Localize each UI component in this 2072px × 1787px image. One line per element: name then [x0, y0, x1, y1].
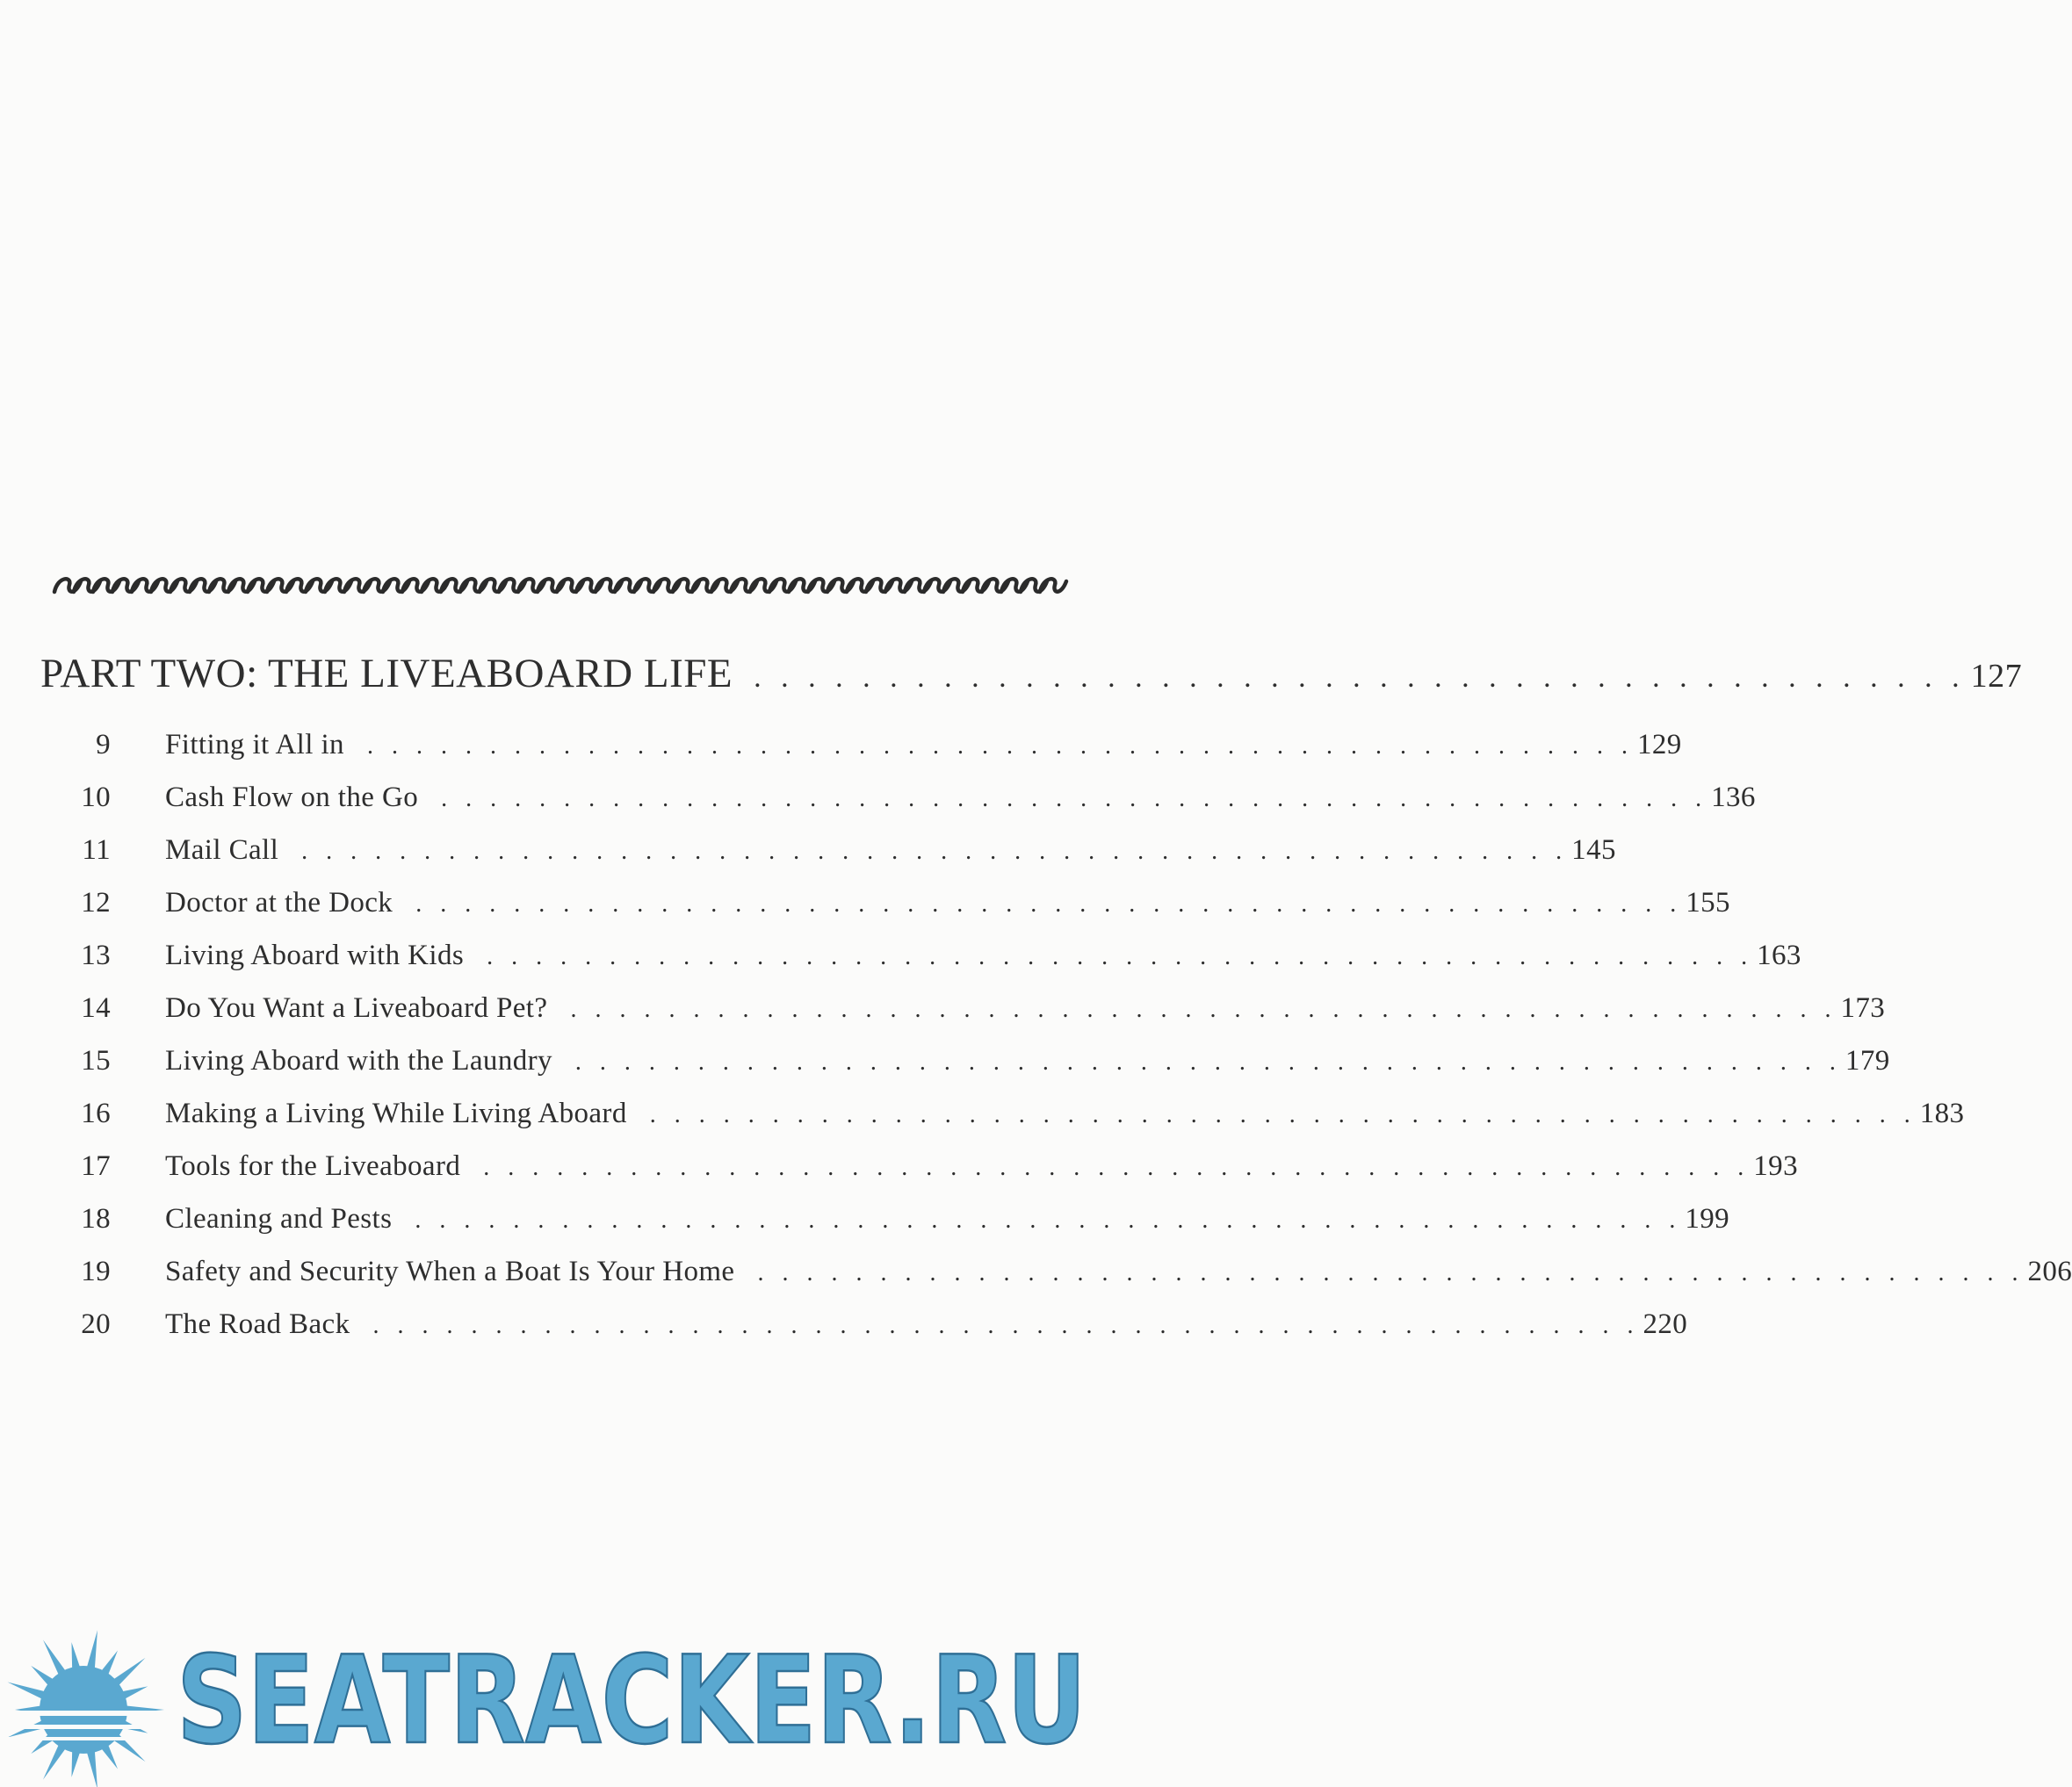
- sun-ray: [113, 1658, 146, 1686]
- chapter-title: Living Aboard with Kids: [165, 940, 465, 971]
- chapter-page-number: 155: [1686, 887, 1730, 919]
- toc-entry: [61, 1203, 1730, 1256]
- chapter-page-number: 163: [1757, 940, 1801, 971]
- watermark-text: [170, 1630, 1093, 1771]
- dot-leader: . . . . . . . . . . . . . . . . . . . . . . . . . . . . . . . . . . . . . . . . . . . . . . . . . . . .: [757, 1259, 2025, 1286]
- chapter-title: Fitting it All in: [165, 729, 344, 760]
- chapter-page-number: 206: [2027, 1256, 2072, 1287]
- chapter-title: Tools for the Liveaboard: [165, 1150, 461, 1182]
- sun-ray: [43, 1744, 66, 1780]
- chapter-number: 14: [81, 992, 111, 1024]
- sun-ray: [87, 1750, 97, 1787]
- chapter-title: Mail Call: [165, 834, 279, 866]
- chapter-number: 10: [81, 782, 111, 813]
- chapter-title: Living Aboard with the Laundry: [165, 1045, 552, 1077]
- chapter-page-number: 199: [1685, 1203, 1730, 1235]
- part-title: PART TWO: THE LIVEABOARD LIFE: [40, 651, 733, 696]
- chapter-page-number: 173: [1840, 992, 1886, 1024]
- chapter-number: 9: [96, 729, 111, 760]
- chapter-number: 18: [81, 1203, 111, 1235]
- toc-entry: [61, 992, 1886, 1045]
- chapter-page-number: 129: [1636, 729, 1682, 760]
- chapter-title: Do You Want a Liveaboard Pet?: [165, 992, 548, 1024]
- sun-ray: [71, 1750, 80, 1777]
- chapter-title: Cash Flow on the Go: [165, 782, 419, 813]
- chapter-title: Cleaning and Pests: [165, 1203, 393, 1235]
- chapter-number: 20: [81, 1308, 111, 1340]
- part-heading: [40, 650, 2023, 706]
- chapter-number: 12: [81, 887, 111, 919]
- chapter-title: Making a Living While Living Aboard: [165, 1098, 627, 1129]
- chapter-title: Doctor at the Dock: [165, 887, 393, 919]
- chapter-number: 13: [81, 940, 111, 971]
- chapter-page-number: 193: [1753, 1150, 1798, 1182]
- chapter-page-number: 179: [1845, 1045, 1890, 1077]
- rope-divider: [51, 573, 1063, 599]
- chapter-number: 19: [81, 1256, 111, 1287]
- sun-icon: [0, 1626, 167, 1787]
- chapter-number: 16: [81, 1098, 111, 1129]
- dot-leader: . . . . . . . . . . . . . . . . . . . . . . . . . . . . . . . . . . . . . . . . . . . . . . . . . . . .: [415, 1207, 1682, 1234]
- dot-leader: . . . . . . . . . . . . . . . . . . . . . . . . . . . . . . . . . . . . . . . . . . . . .: [754, 661, 1966, 694]
- dot-leader: . . . . . . . . . . . . . . . . . . . . . . . . . . . . . . . . . . . . . . . . . . . . . . . . . . . .: [301, 838, 1569, 865]
- dot-leader: . . . . . . . . . . . . . . . . . . . . . . . . . . . . . . . . . . . . . . . . . . . . . . . . . . . .: [570, 996, 1837, 1023]
- toc-entry: [61, 834, 1616, 887]
- toc-entry: [61, 887, 1730, 940]
- toc-entry: [61, 1045, 1890, 1098]
- dot-leader: . . . . . . . . . . . . . . . . . . . . . . . . . . . . . . . . . . . . . . . . . . . . . . . . . . . .: [483, 1154, 1751, 1181]
- sun-ray: [8, 1683, 46, 1699]
- watermark-label: SEATRACKER.RU: [177, 1630, 1087, 1771]
- toc-entry: [61, 940, 1801, 992]
- watermark: [0, 1626, 1093, 1787]
- dot-leader: . . . . . . . . . . . . . . . . . . . . . . . . . . . . . . . . . . . . . . . . . . . . . . . . . . . .: [441, 785, 1708, 812]
- sun-ray: [43, 1639, 66, 1675]
- chapter-page-number: 136: [1711, 782, 1756, 813]
- chapter-number: 11: [82, 834, 111, 866]
- toc-entry: [61, 1150, 1798, 1203]
- chapter-list: [61, 729, 2072, 1361]
- toc-entry: [61, 1098, 1965, 1150]
- chapter-page-number: 183: [1919, 1098, 1965, 1129]
- part-page-number: 127: [1970, 658, 2023, 695]
- toc-entry: [61, 1308, 1688, 1361]
- chapter-page-number: 220: [1642, 1308, 1688, 1340]
- toc-entry: [61, 729, 1682, 782]
- dot-leader: . . . . . . . . . . . . . . . . . . . . . . . . . . . . . . . . . . . . . . . . . . . . . . . . . . . .: [366, 732, 1634, 760]
- chapter-page-number: 145: [1571, 834, 1616, 866]
- dot-leader: . . . . . . . . . . . . . . . . . . . . . . . . . . . . . . . . . . . . . . . . . . . . . . . . . . . .: [372, 1312, 1640, 1339]
- toc-entry: [61, 782, 1756, 834]
- dot-leader: . . . . . . . . . . . . . . . . . . . . . . . . . . . . . . . . . . . . . . . . . . . . . . . . . . . .: [574, 1048, 1842, 1076]
- dot-leader: . . . . . . . . . . . . . . . . . . . . . . . . . . . . . . . . . . . . . . . . . . . . . . . . . . . .: [415, 890, 1683, 918]
- chapter-number: 15: [81, 1045, 111, 1077]
- sun-ray: [87, 1630, 97, 1668]
- chapter-title: The Road Back: [165, 1308, 350, 1340]
- dot-leader: . . . . . . . . . . . . . . . . . . . . . . . . . . . . . . . . . . . . . . . . . . . . . . . . . . . .: [649, 1101, 1917, 1128]
- toc-entry: [61, 1256, 2072, 1308]
- dot-leader: . . . . . . . . . . . . . . . . . . . . . . . . . . . . . . . . . . . . . . . . . . . . . . . . . . . .: [487, 943, 1754, 970]
- chapter-number: 17: [81, 1150, 111, 1182]
- chapter-title: Safety and Security When a Boat Is Your Home: [165, 1256, 735, 1287]
- sun-ray: [71, 1642, 80, 1669]
